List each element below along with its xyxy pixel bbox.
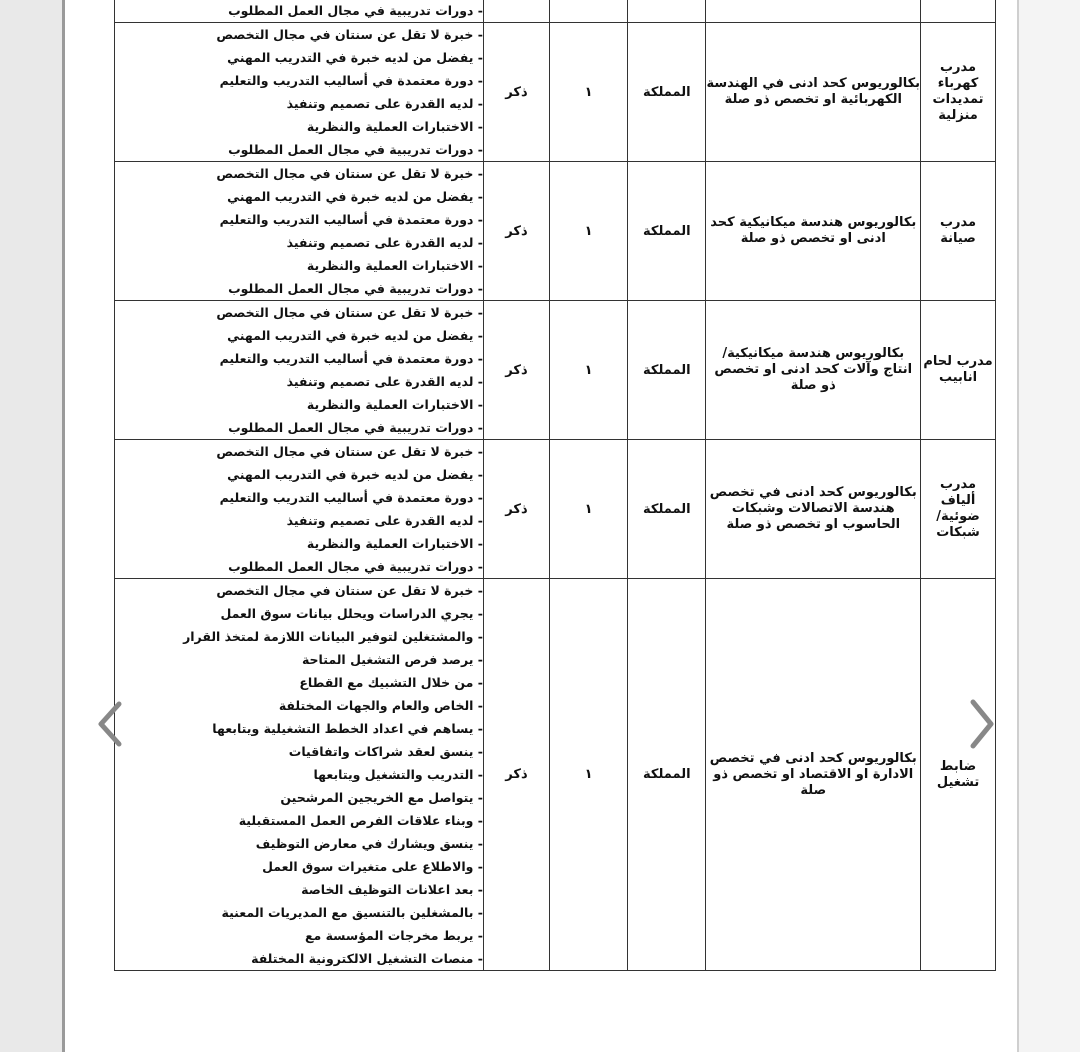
requirement-text: خبرة لا تقل عن سنتان في مجال التخصص [216,166,474,181]
gender-cell: ذكر [483,440,549,579]
requirement-text: دورات تدريبية في مجال العمل المطلوب [228,559,474,574]
requirement-text: خبرة لا تقل عن سنتان في مجال التخصص [216,27,474,42]
requirement-text: منصات التشغيل الالكترونية المختلفة [251,951,474,966]
title-cell: ضابط تشغيل [921,579,996,971]
document-page [65,0,1017,1052]
requirement-text: الاختبارات العملية والنظرية [306,397,474,412]
requirement-item: - خبرة لا تقل عن سنتان في مجال التخصص [216,305,483,320]
requirement-item: - دورة معتمدة في أساليب التدريب والتعليم [219,351,483,366]
requirement-text: دورات تدريبية في مجال العمل المطلوب [228,420,474,435]
chevron-left-icon[interactable] [95,700,125,748]
requirement-text: دورة معتمدة في أساليب التدريب والتعليم [219,212,474,227]
requirement-text: الاختبارات العملية والنظرية [306,119,474,134]
requirement-item: - دورة معتمدة في أساليب التدريب والتعليم [219,490,483,505]
gender-cell: ذكر [483,23,549,162]
right-margin [1017,0,1080,1052]
requirement-item: - يفضل من لديه خبرة في التدريب المهني [227,467,483,482]
requirement-text: يربط مخرجات المؤسسة مع [304,928,474,943]
requirement-item: - الخاص والعام والجهات المختلفة [278,698,483,713]
requirement-item: - والمشتغلين لتوفير البيانات اللازمة لمتخذ القرار [183,629,483,644]
gender-cell [483,0,549,23]
requirements-list [115,301,483,439]
chevron-right-icon[interactable] [965,698,997,750]
requirement-text: التدريب والتشغيل ويتابعها [313,767,474,782]
requirement-item: - الاختبارات العملية والنظرية [306,397,483,412]
gender-cell: ذكر [483,301,549,440]
location-cell: المملكة [628,579,706,971]
requirement-item: - الاختبارات العملية والنظرية [306,536,483,551]
requirement-item: - دورة معتمدة في أساليب التدريب والتعليم [219,73,483,88]
count-cell: ١ [549,162,627,301]
requirement-text: دورة معتمدة في أساليب التدريب والتعليم [219,73,474,88]
table-row [115,440,996,579]
requirement-item: - وبناء علاقات الفرص العمل المستقبلية [238,813,483,828]
requirements-list [115,440,483,578]
requirement-item: - التدريب والتشغيل ويتابعها [313,767,483,782]
location-cell: المملكة [628,23,706,162]
qualification-cell: بكالوريوس كحد ادنى في تخصص الادارة او الاقتصاد او تخصص ذو صلة [706,579,921,971]
requirement-text: والمشتغلين لتوفير البيانات اللازمة لمتخذ القرار [183,629,474,644]
requirement-text: الاختبارات العملية والنظرية [306,536,474,551]
requirement-text: يفضل من لديه خبرة في التدريب المهني [227,328,474,343]
title-cell: مدرب لحام انابيب [921,301,996,440]
qualification-cell: بكالوريوس كحد ادنى في تخصص هندسة الاتصالات وشبكات الحاسوب او تخصص ذو صلة [706,440,921,579]
requirement-text: يفضل من لديه خبرة في التدريب المهني [227,50,474,65]
requirement-text: لديه القدرة على تصميم وتنفيذ [286,513,474,528]
count-cell: ١ [549,440,627,579]
location-cell: المملكة [628,301,706,440]
location-cell: المملكة [628,162,706,301]
requirement-text: يجري الدراسات ويحلل بيانات سوق العمل [220,606,474,621]
requirement-item: - لديه القدرة على تصميم وتنفيذ [286,235,483,250]
requirement-item: - يفضل من لديه خبرة في التدريب المهني [227,328,483,343]
requirements-list [115,23,483,161]
gender-cell: ذكر [483,162,549,301]
requirement-text: دورات تدريبية في مجال العمل المطلوب [228,142,474,157]
table-row [115,579,996,971]
location-cell: المملكة [628,440,706,579]
requirement-text: من خلال التشبيك مع القطاع [299,675,474,690]
requirement-text: يرصد فرص التشغيل المتاحة [301,652,474,667]
title-cell: مدرب صيانة [921,162,996,301]
requirement-item: - دورة معتمدة في أساليب التدريب والتعليم [219,212,483,227]
requirement-item: - من خلال التشبيك مع القطاع [299,675,483,690]
requirement-item: - دورات تدريبية في مجال العمل المطلوب [228,281,483,296]
requirement-item: - لديه القدرة على تصميم وتنفيذ [286,374,483,389]
requirement-item: - ينسق لعقد شراكات واتفاقيات [288,744,483,759]
requirement-item: - الاختبارات العملية والنظرية [306,119,483,134]
left-margin [0,0,65,1052]
requirement-text: دورة معتمدة في أساليب التدريب والتعليم [219,351,474,366]
requirement-text: يتواصل مع الخريجين المرشحين [280,790,474,805]
requirements-cell [115,579,484,971]
requirement-text: ينسق ويشارك في معارض التوظيف [255,836,474,851]
requirement-item: - يتواصل مع الخريجين المرشحين [280,790,483,805]
requirement-text: يفضل من لديه خبرة في التدريب المهني [227,189,474,204]
title-cell [921,0,996,23]
requirement-item: - بالمشغلين بالتنسيق مع المديريات المعنية [221,905,483,920]
requirement-text: الاختبارات العملية والنظرية [306,258,474,273]
requirement-item: - يساهم في اعداد الخطط التشغيلية ويتابعها [212,721,483,736]
requirement-text: خبرة لا تقل عن سنتان في مجال التخصص [216,583,474,598]
requirements-cell [115,23,484,162]
requirement-item: - خبرة لا تقل عن سنتان في مجال التخصص [216,166,483,181]
count-cell: ١ [549,23,627,162]
requirement-item: - الاختبارات العملية والنظرية [306,258,483,273]
requirement-item: - خبرة لا تقل عن سنتان في مجال التخصص [216,583,483,598]
requirements-cell [115,440,484,579]
requirement-text: والاطلاع على متغيرات سوق العمل [262,859,474,874]
requirement-item: - يرصد فرص التشغيل المتاحة [301,652,483,667]
requirement-text: خبرة لا تقل عن سنتان في مجال التخصص [216,305,474,320]
requirement-text: يساهم في اعداد الخطط التشغيلية ويتابعها [212,721,474,736]
table-row [115,301,996,440]
title-cell: مدرب كهرباء تمديدات منزلية [921,23,996,162]
qualification-cell: بكالوريوس هندسة ميكانيكية/ انتاج وآلات كحد ادنى او تخصص ذو صلة [706,301,921,440]
requirement-item: - دورات تدريبية في مجال العمل المطلوب [228,142,483,157]
requirement-item: - منصات التشغيل الالكترونية المختلفة [251,951,483,966]
requirement-item: - يجري الدراسات ويحلل بيانات سوق العمل [220,606,483,621]
requirement-text: الخاص والعام والجهات المختلفة [278,698,474,713]
requirement-item: - خبرة لا تقل عن سنتان في مجال التخصص [216,27,483,42]
requirement-text: لديه القدرة على تصميم وتنفيذ [286,374,474,389]
table-row [115,23,996,162]
requirement-item: - دورات تدريبية في مجال العمل المطلوب [228,559,483,574]
requirements-list [115,579,483,970]
requirements-cell [115,301,484,440]
requirement-text: ينسق لعقد شراكات واتفاقيات [288,744,474,759]
requirement-item: - لديه القدرة على تصميم وتنفيذ [286,96,483,111]
requirement-text: لديه القدرة على تصميم وتنفيذ [286,235,474,250]
requirement-item: - والاطلاع على متغيرات سوق العمل [262,859,483,874]
requirements-cell [115,0,484,23]
requirement-item: - دورات تدريبية في مجال العمل المطلوب [228,3,483,18]
requirements-list [115,162,483,300]
requirements-cell [115,162,484,301]
requirement-text: دورات تدريبية في مجال العمل المطلوب [228,281,474,296]
title-cell: مدرب ألياف ضوئية/ شبكات [921,440,996,579]
requirement-text: بالمشغلين بالتنسيق مع المديريات المعنية [221,905,474,920]
requirement-text: وبناء علاقات الفرص العمل المستقبلية [238,813,474,828]
location-cell [628,0,706,23]
requirement-item: - يفضل من لديه خبرة في التدريب المهني [227,50,483,65]
requirement-item: - لديه القدرة على تصميم وتنفيذ [286,513,483,528]
requirement-item: - خبرة لا تقل عن سنتان في مجال التخصص [216,444,483,459]
requirement-text: خبرة لا تقل عن سنتان في مجال التخصص [216,444,474,459]
requirement-text: يفضل من لديه خبرة في التدريب المهني [227,467,474,482]
jobs-table [114,0,996,971]
requirement-item: - يفضل من لديه خبرة في التدريب المهني [227,189,483,204]
count-cell: ١ [549,301,627,440]
requirement-text: دورة معتمدة في أساليب التدريب والتعليم [219,490,474,505]
qualification-cell [706,0,921,23]
requirement-text: لديه القدرة على تصميم وتنفيذ [286,96,474,111]
requirement-item: - ينسق ويشارك في معارض التوظيف [255,836,483,851]
table-row-partial [115,0,996,23]
qualification-cell: بكالوريوس هندسة ميكانيكية كحد ادنى او تخصص ذو صلة [706,162,921,301]
gender-cell: ذكر [483,579,549,971]
count-cell: ١ [549,579,627,971]
requirement-item: - دورات تدريبية في مجال العمل المطلوب [228,420,483,435]
requirement-item: - بعد اعلانات التوظيف الخاصة [301,882,483,897]
qualification-cell: بكالوريوس كحد ادنى في الهندسة الكهربائية او تخصص ذو صلة [706,23,921,162]
requirement-text: بعد اعلانات التوظيف الخاصة [301,882,474,897]
table-row [115,162,996,301]
requirement-item: - يربط مخرجات المؤسسة مع [304,928,483,943]
count-cell [549,0,627,23]
